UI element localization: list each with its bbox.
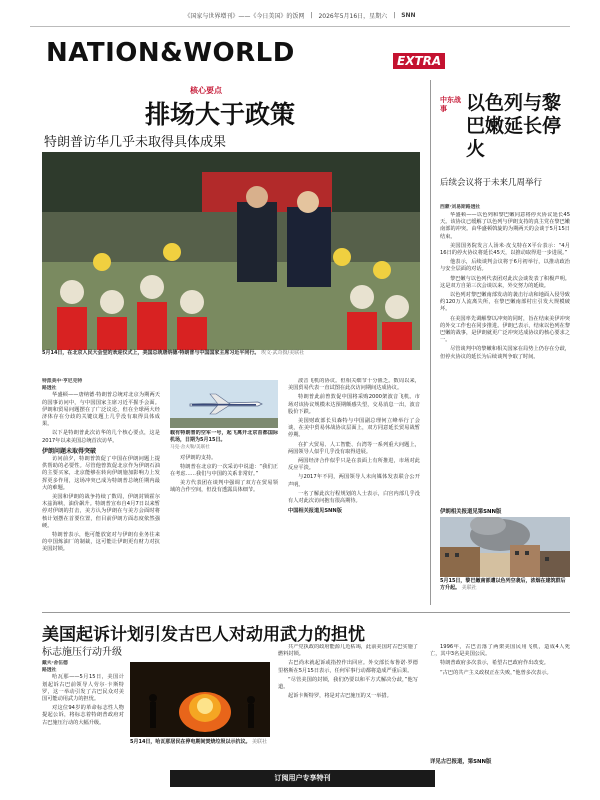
paragraph: 以下是特朗普此次访华的几个核心要点，这是2017年以来美国总统首次访华。 xyxy=(42,430,160,444)
right-kicker: 中东战事 xyxy=(440,96,461,113)
paragraph: 特朗普政府多次表示，希望古巴政府作出改变。 xyxy=(440,660,549,667)
paragraph: 起诉卡斯特罗，将是对古巴施压的又一举措。 xyxy=(288,693,392,700)
paragraph: 华盛顿——唐纳德·特朗普总统对北京为期两天的国事访问中，与中国国家主席习近平握手会面。伊朗和贸易问题摆在了广泛议论，但在全球两大经济体存在分歧的关键议题上几乎没有取得具体成果。 xyxy=(42,392,160,428)
paragraph: 波音飞机的协议。但相关细节十分匮乏。数周以来，美国贸易代表一直试图在此次访问期间达成协议。 xyxy=(288,378,420,392)
lebanon-photo-image xyxy=(440,517,570,577)
subscriber-footer: 订阅用户专享特刊 xyxy=(170,770,435,787)
paragraph: 两国经济合作似乎只是在表面上有所推进，市场对此反应平淡。 xyxy=(288,458,420,472)
paragraph: “古巴的共产主义政权正在失败，”他曾多次表示。 xyxy=(440,669,552,676)
paragraph: 对伊朗的支持。 xyxy=(180,454,217,461)
cuba-column-1 xyxy=(42,660,124,766)
lead-headline: 排场大于政策 xyxy=(145,100,296,129)
fire-photo xyxy=(130,662,270,737)
section-heading: 伊朗问题未取得突破 xyxy=(42,447,97,455)
top-bar-publication: 《国家与世界增刊》——《今日美国》的饭网 xyxy=(184,12,305,20)
column-divider xyxy=(430,80,431,605)
paragraph: “尽管美国的封锁，我们仍要以和平方式解决分歧，”他写道。 xyxy=(278,676,418,691)
jet-caption: 载有特朗普的空军一号，起飞离开北京首都国际机场，日期为5月15日。 xyxy=(170,430,278,444)
lead-subhead: 特朗普访华几乎未取得具体成果 xyxy=(44,135,227,150)
right-subhead: 后续会议将于未来几周举行 xyxy=(440,178,543,188)
paragraph: 访问前夕，特朗普敦促了中国在伊朗问题上提供帮助的必要性。尽管他曾敦促北京作为伊朗石油的主要买家，北京能够在转向伊朗施加影响力上发挥更多作用，这场冲突已成为特朗普总统任期内最大的难题。 xyxy=(42,456,160,491)
lead-caption-credit: 埃文·武奇摄/美联社 xyxy=(260,350,305,356)
lebanon-caption-credit: 美联社 xyxy=(461,584,477,591)
extra-badge: EXTRA xyxy=(393,53,445,69)
masthead-nation: NATION xyxy=(46,38,161,68)
paragraph: 美国国务院发言人汤米·皮戈特在X平台表示：“4月16日的停火协议将延长45天，以推动取得进一步进展。” xyxy=(440,242,570,257)
top-bar: 《国家与世界增刊》——《今日美国》的饭网 | 2026年5月16日，星期六 | SNN xyxy=(30,4,570,27)
paragraph: 以色列对黎巴嫩南部发动的袭击行动和地面入侵导致约120万人流离失所，在黎巴嫩南部村庄引发大规模破坏。 xyxy=(440,292,570,313)
paragraph: 对这位94岁的革命标志性人物提起公诉，将标志着特朗普政府对古巴施压行动的大幅升级。 xyxy=(42,705,124,726)
lead-byline: 特派美中·亨尼克特 路透社 xyxy=(42,379,83,392)
lead-photo-image xyxy=(42,152,420,350)
lebanon-photo xyxy=(440,517,570,577)
related-link[interactable]: 中国相关报道见SNN版 xyxy=(288,508,342,515)
paragraph: 在美国率先调解黎以冲突的同时，旨在结束美伊冲突的外交工作也在同步推进。伊朗已表示，结束以色列在黎巴嫩的战事，是伊朗就更广泛冲突达成协议的核心要求之一。 xyxy=(440,315,570,344)
cuba-subhead: 标志施压行动升级 xyxy=(42,647,122,658)
jet-credit: 马克·舍夫勒/美联社 xyxy=(170,445,210,451)
cuba-byline: 戴夫·舍伍德 路透社 xyxy=(42,661,68,674)
paragraph: 美国财政部长贝森特与中国副总理何立峰举行了会谈，在美中贸易休战协议层面上，双方同意延长贸易战暂停期。 xyxy=(288,418,420,439)
lead-column-3 xyxy=(288,378,420,606)
paragraph: 1996年，古巴击落了两架美国民用飞机，造成4人死亡，其中3名是美国公民。 xyxy=(430,644,570,658)
paragraph: 美方代表团在谈判中强调了双方在贸易领域的合作空间，但没有透露具体细节。 xyxy=(170,480,278,494)
cuba-column-4 xyxy=(430,644,570,756)
top-bar-page: SNN xyxy=(401,11,416,19)
middle-column xyxy=(170,430,278,600)
paragraph: 华盛顿——以色列和黎巴嫩同意将停火协议延长45天。该协议已缓解了以色列与伊朗支持的真主党在黎巴嫩南部的冲突。由华盛顿斡旋的为期两天的会谈于5月15日结束。 xyxy=(440,212,570,240)
right-column-body xyxy=(440,212,570,504)
lebanon-caption xyxy=(440,578,570,592)
right-headline: 以色列与黎巴嫩延长停火 xyxy=(466,92,562,160)
masthead xyxy=(46,38,295,68)
paragraph: 特朗普此前曾敦促中国将采购2000架波音飞机。市场对该协议规模未达预期颇感失望，交易消息一出，波音股价下跌。 xyxy=(288,394,420,415)
jet-photo-image xyxy=(170,380,278,428)
paragraph: 尽管谈判中的黎嫩和相关国家在局势上仍存在分歧，但停火协议的延长为后续谈判争取了时间。 xyxy=(440,346,570,360)
lead-kicker: 核心要点 xyxy=(190,86,222,95)
paragraph: 共产党执政的政府能源几近枯竭，此前美国对古巴实施了燃料封锁。 xyxy=(278,644,418,658)
lebanon-caption-text: 5月15日，黎巴嫩南部遭以色列空袭后，浓烟在建筑群后方升起。 xyxy=(440,578,566,591)
paragraph: 特朗普在北京的一次采访中说道：“我们正在考虑……我们与中国的关系非常好。” xyxy=(170,463,278,478)
fire-caption-text: 5月14日，哈瓦那居民在停电期间焚烧垃圾以示抗议。 xyxy=(130,739,251,745)
masthead-amp: & xyxy=(160,38,184,68)
lead-photo-caption xyxy=(42,350,420,357)
paragraph: 美国和伊朗的战争持续了数周，伊朗封锁霍尔木兹海峡，油价飙升。特朗普宣布自4月7日以来暂停对伊朗的打击，美方认为伊朗在与美方会面时将核计划摆在首要位置，但目前伊朗方面态度依然强硬。 xyxy=(42,494,160,529)
right-story-header xyxy=(440,92,570,161)
paragraph: 与2017年不同，两国领导人未向媒体发表联合公开声明。 xyxy=(288,474,420,488)
cuba-headline: 美国起诉计划引发古巴人对动用武力的担忧 xyxy=(42,625,365,645)
top-bar-date: 2026年5月16日，星期六 xyxy=(318,12,388,20)
section-divider xyxy=(42,612,570,613)
paragraph: 哈瓦那——5月15日，美国计划起诉古巴前领导人劳尔·卡斯特罗，这一举动引发了古巴民众对美国可能动用武力的担忧。 xyxy=(42,674,124,703)
paragraph: 他表示，后续谈判会议将于6月初举行，以推动政治与安全层面的对话。 xyxy=(440,259,570,273)
cuba-column-3 xyxy=(278,644,418,766)
paragraph: 在扩大贸易、人工智能、台湾等一系列重大问题上，两国领导人似乎几乎没有取得进展。 xyxy=(288,441,420,455)
fire-caption xyxy=(130,739,270,746)
paragraph: 特朗普表示，他可能放宽对与伊朗有业务往来的中国炼油厂的制裁，这可能让伊朗更有财力对抗美国封锁。 xyxy=(42,532,160,553)
fire-photo-image xyxy=(130,662,270,737)
jet-photo xyxy=(170,380,278,428)
fire-caption-credit: 美联社 xyxy=(252,739,268,745)
lead-photo xyxy=(42,152,420,350)
paragraph: 古巴尚未就起诉或指控作出回应。外交部长布鲁诺·罗德里格斯在5月15日表示，任何军事行动都将造成严重后果。 xyxy=(278,660,418,674)
cuba-related-link[interactable]: 详见古巴报道，第SNN版 xyxy=(430,759,492,765)
masthead-world: WORLD xyxy=(183,38,295,68)
lead-caption-text: 5月14日，在北京人民大会堂的欢迎仪式上，美国总统唐纳德·特朗普与中国国家主席习近平同行。 xyxy=(42,350,260,356)
paragraph: 一名了解此次行程规划的人士表示，白宫内部几乎没有人对此次访问抱有很高期待。 xyxy=(288,490,420,505)
right-related-link[interactable]: 伊朗相关报道见第SNN版 xyxy=(440,509,502,515)
paragraph: 黎巴嫩与以色列代表团对此次会谈发表了积极声明。这是双方自第三次会谈以来，外交努力的延续。 xyxy=(440,275,570,289)
right-byline: 西蒙·刘易斯路透社 xyxy=(440,205,481,210)
lead-column-1 xyxy=(42,378,160,606)
